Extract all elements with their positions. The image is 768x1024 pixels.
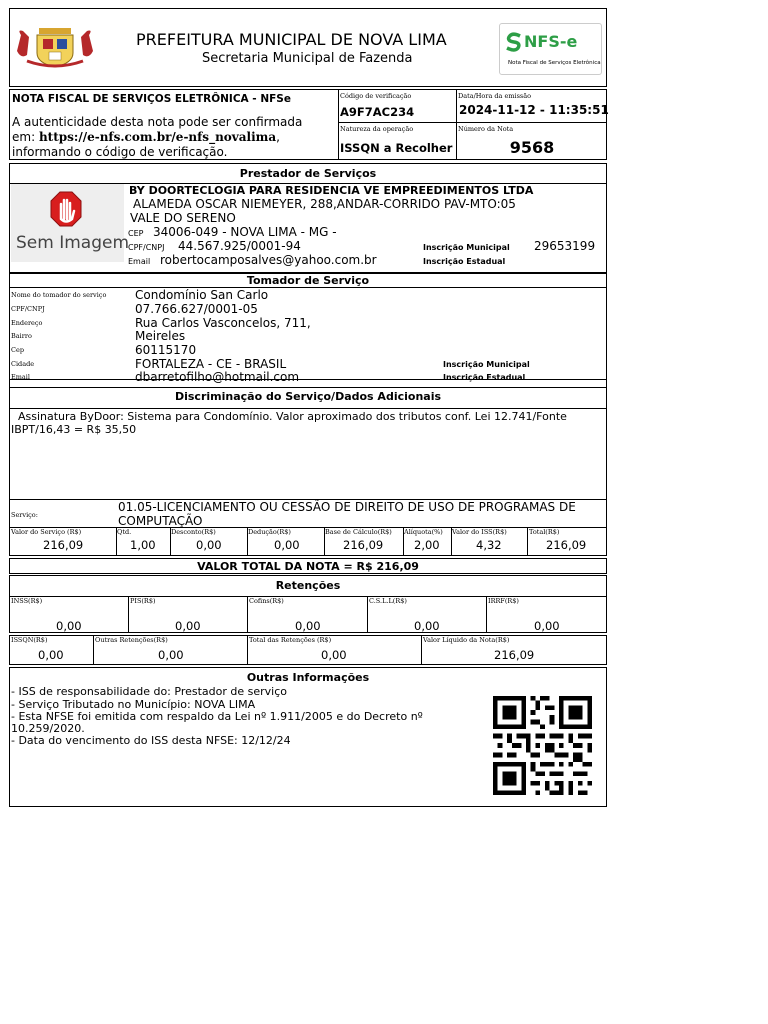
discriminacao-line2: IBPT/16,43 = R$ 35,50 (11, 423, 137, 436)
irrf-value: 0,00 (534, 619, 560, 633)
page-title: PREFEITURA MUNICIPAL DE NOVA LIMA (136, 30, 447, 49)
servico-line1: 01.05-LICENCIAMENTO OU CESSÃO DE DIREITO DE USO DE PROGRAMAS DE (118, 500, 576, 514)
page-subtitle: Secretaria Municipal de Fazenda (202, 51, 413, 66)
outras-retencoes-value: 0,00 (158, 648, 184, 662)
prestador-im: 29653199 (534, 239, 596, 253)
prestador-ie-label: Inscrição Estadual (423, 257, 506, 266)
numero-value: 9568 (509, 138, 555, 157)
prestador-title-bar (9, 163, 607, 184)
inss-value: 0,00 (56, 619, 82, 633)
tomador-cnpj-label: CPF/CNPJ (11, 305, 45, 313)
pis-label: PIS(R$) (130, 597, 156, 605)
irrf-label: IRRF(R$) (488, 597, 519, 605)
deducao-label: Dedução(R$) (248, 528, 291, 536)
base-calculo-label: Base de Cálculo(R$) (325, 528, 392, 536)
sem-imagem-text: Sem Imagem (16, 233, 130, 253)
nfse-logo-subtext: Nota Fiscal de Serviços Eletrônica (508, 60, 601, 66)
tomador-bairro-label: Bairro (11, 332, 32, 340)
desconto-label: Desconto(R$) (171, 528, 216, 536)
prestador-title: Prestador de Serviços (239, 167, 377, 180)
tomador-cidade-label: Cidade (11, 360, 35, 368)
nota-info (9, 89, 607, 160)
qr-code-icon (490, 696, 595, 795)
outras-line1: - ISS de responsabilidade do: Prestador de serviço (11, 685, 288, 698)
valor-iss-value: 4,32 (476, 538, 502, 552)
discriminacao-section (9, 380, 607, 556)
retencoes-section (9, 575, 607, 633)
tomador-cidade: FORTALEZA - CE - BRASIL (135, 357, 287, 371)
outras-line2: - Serviço Tributado no Município: NOVA LIMA (11, 698, 256, 711)
inss-label: INSS(R$) (11, 597, 43, 605)
pis-value: 0,00 (175, 619, 201, 633)
cod-verif-value: A9F7AC234 (340, 105, 415, 119)
tomador-ie-label: Inscrição Estadual (443, 373, 526, 382)
data-emissao-label: Data/Hora da emissão (458, 92, 532, 100)
discriminacao-line1: Assinatura ByDoor: Sistema para Condomínio. Valor aproximado dos tributos conf. Lei 12.741/Fonte (11, 410, 567, 423)
cod-verif-label: Código de verificação (340, 92, 412, 100)
servico-line2: COMPUTAÇÃO (118, 514, 203, 528)
sem-imagem-placeholder (11, 184, 130, 262)
tomador-email: dbarretofilho@hotmail.com (135, 370, 300, 384)
prestador-endereco: ALAMEDA OSCAR NIEMEYER, 288,ANDAR-CORRIDO PAV-MTO:05 (133, 197, 516, 211)
retencoes-title: Retenções (275, 579, 341, 592)
tomador-endereco-label: Endereço (11, 319, 43, 327)
natureza-value: ISSQN a Recolher (340, 141, 453, 155)
prestador-email-label: Email (128, 257, 151, 266)
auth-url-link[interactable]: https://e-nfs.com.br/e-nfs_novalima (38, 130, 277, 144)
prestador-cep: 34006-049 - NOVA LIMA - MG - (153, 225, 337, 239)
valor-liquido-value: 216,09 (494, 648, 535, 662)
prestador-bairro: VALE DO SERENO (130, 211, 236, 225)
valor-servico-value: 216,09 (43, 538, 84, 552)
aliquota-label: Alíquota(%) (404, 528, 443, 536)
discriminacao-title: Discriminação do Serviço/Dados Adicionais (174, 390, 442, 403)
prestador-nome: BY DOORTECLOGIA PARA RESIDENCIA VE EMPREEDIMENTOS LTDA (129, 184, 534, 197)
nfse-logo-text: NFS-e (524, 32, 578, 51)
prestador-cep-label: CEP (128, 229, 144, 238)
tomador-section (9, 273, 607, 384)
outras-line4: 10.259/2020. (11, 722, 85, 735)
aliquota-value: 2,00 (414, 538, 440, 552)
natureza-label: Natureza da operação (340, 125, 414, 133)
retencoes-row2 (9, 635, 607, 665)
total-nota-bar (9, 558, 607, 574)
tomador-email-label: Email (11, 373, 30, 381)
issqn-value: 0,00 (38, 648, 64, 662)
data-emissao-value: 2024-11-12 - 11:35:51 (459, 103, 609, 117)
auth-line2: em: https://e-nfs.com.br/e-nfs_novalima, (12, 130, 280, 144)
total-retencoes-label: Total das Retenções (R$) (249, 636, 332, 644)
nfse-logo-icon (499, 23, 602, 75)
tomador-im-label: Inscrição Municipal (443, 360, 530, 369)
tomador-cep-label: Cep (11, 346, 24, 354)
desconto-value: 0,00 (196, 538, 222, 552)
qtd-value: 1,00 (130, 538, 156, 552)
prestador-email: robertocamposalves@yahoo.com.br (160, 253, 377, 267)
numero-label: Número da Nota (458, 125, 514, 133)
outras-informacoes-section (9, 667, 607, 807)
tomador-cep: 60115170 (135, 343, 197, 357)
prestador-cnpj: 44.567.925/0001-94 (178, 239, 301, 253)
total-retencoes-value: 0,00 (321, 648, 347, 662)
prestador-cnpj-label: CPF/CNPJ (128, 243, 165, 252)
stop-hand-icon (50, 191, 82, 229)
cofins-label: Cofins(R$) (249, 597, 284, 605)
deducao-value: 0,00 (274, 538, 300, 552)
nota-heading: NOTA FISCAL DE SERVIÇOS ELETRÔNICA - NFSe (12, 93, 291, 105)
total-value: 216,09 (546, 538, 587, 552)
servico-label: Serviço: (11, 511, 38, 519)
tomador-endereco: Rua Carlos Vasconcelos, 711, (135, 316, 311, 330)
issqn-label: ISSQN(R$) (11, 636, 48, 644)
tomador-nome-label: Nome do tomador do serviço (11, 291, 107, 299)
outras-retencoes-label: Outras Retenções(R$) (95, 636, 168, 644)
total-label: Total(R$) (529, 528, 560, 536)
tomador-title: Tomador de Serviço (246, 274, 370, 287)
cofins-value: 0,00 (295, 619, 321, 633)
nfse-swoosh-icon (506, 32, 522, 52)
total-nota: VALOR TOTAL DA NOTA = R$ 216,09 (197, 560, 419, 573)
csll-value: 0,00 (414, 619, 440, 633)
valor-iss-label: Valor do ISS(R$) (452, 528, 507, 536)
valor-servico-label: Valor do Serviço (R$) (11, 528, 82, 536)
tomador-cnpj: 07.766.627/0001-05 (135, 302, 258, 316)
auth-line1: A autenticidade desta nota pode ser confirmada (12, 115, 303, 129)
coat-of-arms-icon (13, 25, 97, 69)
prestador-section (9, 184, 607, 273)
outras-line3: - Esta NFSE foi emitida com respaldo da Lei nº 1.911/2005 e do Decreto nº (11, 710, 423, 723)
qtd-label: Qtd. (117, 528, 132, 536)
outras-line5: - Data do vencimento do ISS desta NFSE: 12/12/24 (11, 734, 291, 747)
csll-label: C.S.L.L(R$) (369, 597, 407, 605)
outras-title: Outras Informações (246, 671, 370, 684)
base-calculo-value: 216,09 (343, 538, 384, 552)
tomador-bairro: Meireles (135, 329, 186, 343)
header (9, 8, 607, 87)
auth-line3: informando o código de verificação. (12, 145, 228, 159)
tomador-nome: Condomínio San Carlo (135, 288, 269, 302)
valor-liquido-label: Valor Líquido da Nota(R$) (423, 636, 510, 644)
prestador-im-label: Inscrição Municipal (423, 243, 510, 252)
